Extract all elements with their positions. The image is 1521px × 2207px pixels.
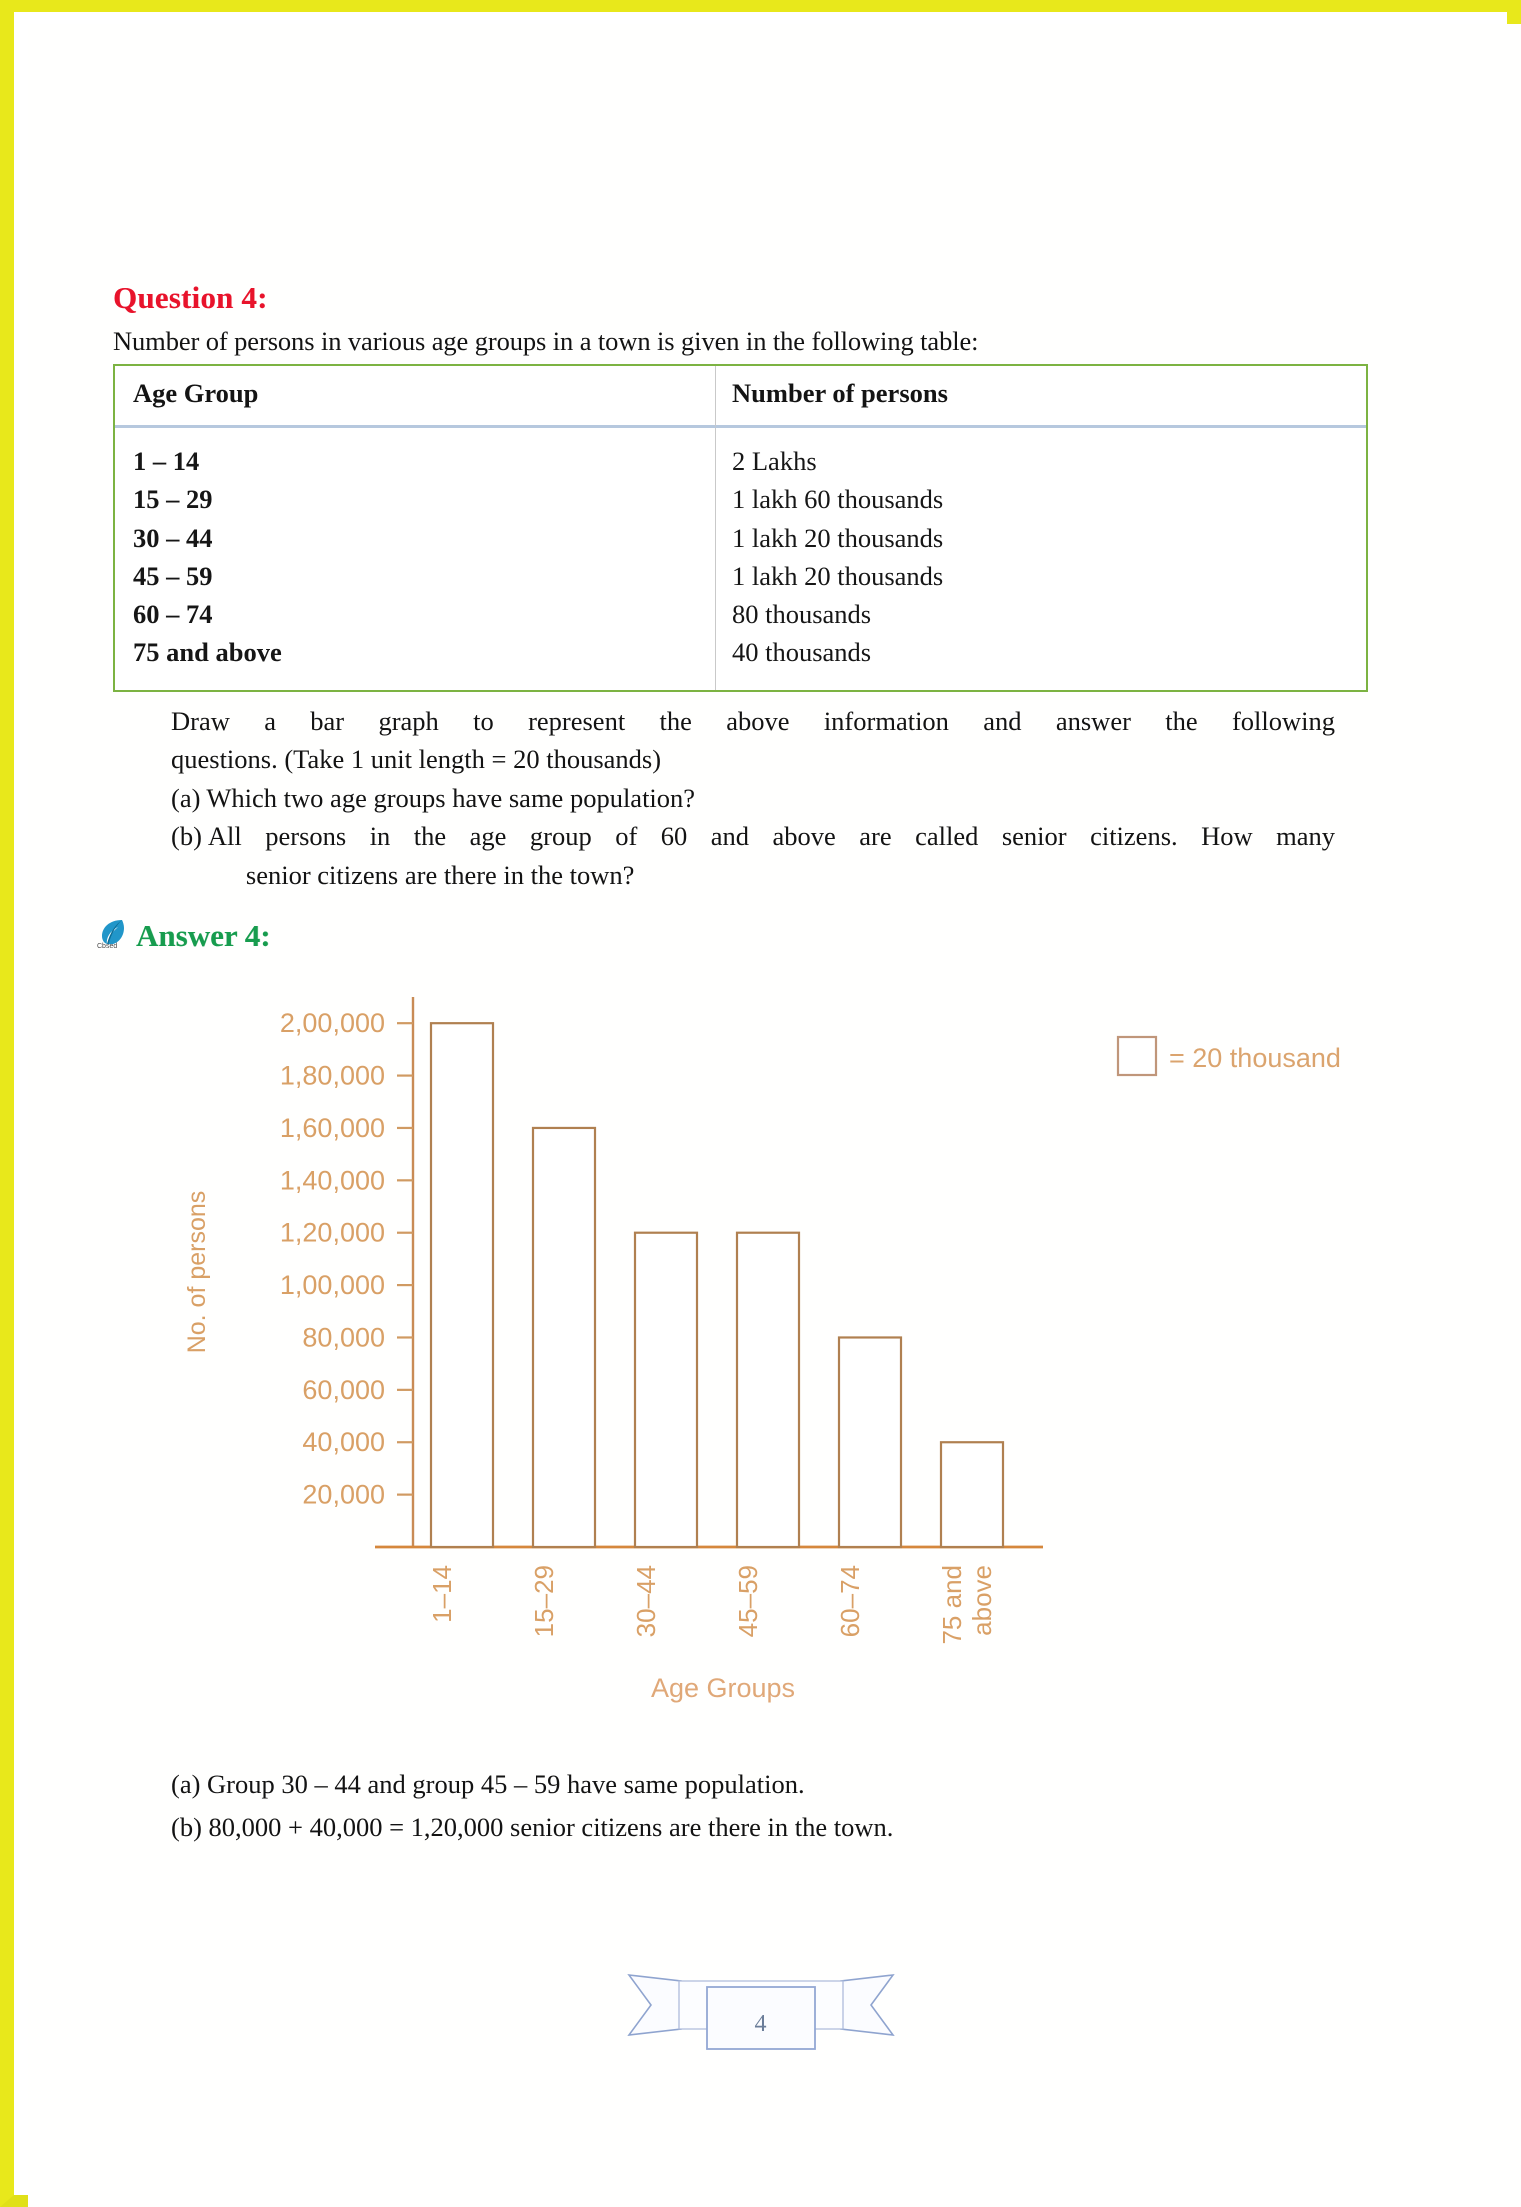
question-sub-b-text-continued: senior citizens are there in the town? [245, 859, 635, 890]
table-row-age-group: 75 and above [133, 637, 282, 668]
table-row-person-count: 2 Lakhs [732, 446, 817, 476]
table-header-cell-number-of-persons [715, 365, 1367, 428]
y-axis-ticks [397, 1023, 413, 1494]
x-axis-tick-label: 75 and [937, 1565, 967, 1645]
table-body-row [114, 428, 1367, 691]
table-row-person-count: 1 lakh 20 thousands [732, 522, 944, 553]
age-group-table [113, 364, 1368, 692]
question-heading: Question 4: [113, 280, 268, 315]
table-row-person-count: 40 thousands [732, 637, 872, 668]
table-header-label-number-of-persons: Number of persons [715, 366, 1366, 428]
question-sub-b [171, 817, 1335, 894]
table-row-person-count: 80 thousands [732, 599, 872, 630]
table-row-age-group: 45 – 59 [133, 560, 213, 591]
y-axis-tick-label: 80,000 [302, 1322, 385, 1353]
question-intro-text: Number of persons in various age groups in a town is given in the following table: [113, 326, 979, 356]
y-axis-tick-labels [280, 1008, 385, 1509]
table-header-row [114, 365, 1367, 428]
y-axis-tick-label: 2,00,000 [279, 1008, 385, 1039]
x-axis-tick-label: 60–74 [835, 1565, 865, 1638]
question-sub-a-marker: (a) [171, 782, 201, 813]
table-row-person-count: 1 lakh 60 thousands [732, 484, 944, 515]
y-axis-tick-label: 1,60,000 [279, 1113, 385, 1144]
question-sub-b-text: All persons in the age group of 60 and above are called senior citizens. How many [207, 821, 1335, 852]
bar-chart [113, 957, 1368, 1757]
legend-label: = 20 thousand [1169, 1043, 1341, 1074]
x-axis-tick-label: 30–44 [631, 1565, 661, 1638]
chart-bar [635, 1233, 697, 1547]
page-number-label: 4 [754, 2011, 767, 2037]
instruction-line-1: Draw a bar graph to represent the above information and answer the following [171, 705, 1335, 736]
table-row-age-group: 30 – 44 [133, 522, 213, 553]
y-axis-tick-label: 1,00,000 [279, 1270, 385, 1301]
y-axis-tick-label: 40,000 [302, 1427, 385, 1458]
instruction-line-2: questions. (Take 1 unit length = 20 thousands) [171, 744, 662, 775]
table-row-age-group: 60 – 74 [133, 599, 213, 630]
leaf-logo-icon [96, 916, 130, 950]
chart-bar [737, 1233, 799, 1547]
bar-chart-svg [113, 957, 1368, 1757]
chart-bar [431, 1023, 493, 1547]
question-sub-b-body [208, 817, 1335, 894]
x-axis-title: Age Groups [650, 1673, 796, 1704]
answer-line-a: (a) Group 30 – 44 and group 45 – 59 have same population. [171, 1769, 805, 1800]
table-cell-person-counts [715, 428, 1367, 691]
table-row-age-group: 15 – 29 [133, 484, 213, 515]
question-sub-b-marker: (b) [171, 821, 202, 852]
ribbon-graphic [621, 1955, 901, 2065]
age-group-list [115, 428, 715, 690]
table-row-person-count: 1 lakh 20 thousands [732, 560, 944, 591]
table-header-cell-age-group [114, 365, 715, 428]
table-row-age-group: 1 – 14 [133, 446, 200, 476]
y-axis-tick-label: 1,40,000 [279, 1165, 385, 1196]
x-axis-tick-label: 45–59 [733, 1565, 763, 1638]
answer-body [113, 1763, 1393, 1849]
document-content [97, 280, 1393, 1849]
chart-legend [1118, 1037, 1341, 1075]
y-axis-tick-label: 1,20,000 [279, 1217, 385, 1248]
table-header-label-age-group: Age Group [115, 366, 715, 428]
question-sub-a [171, 779, 1335, 818]
y-axis-tick-label: 60,000 [302, 1375, 385, 1406]
chart-bar [839, 1338, 901, 1548]
chart-bar [533, 1128, 595, 1547]
x-axis-tick-label: above [967, 1565, 997, 1637]
question-body [113, 702, 1335, 895]
legend-swatch-square [1118, 1037, 1156, 1075]
x-axis-tick-label: 1–14 [427, 1565, 457, 1624]
answer-heading: Answer 4: [136, 918, 271, 954]
table-cell-age-groups [114, 428, 715, 691]
page-number-ribbon [0, 1955, 1521, 2070]
y-axis-title: No. of persons [183, 1190, 211, 1354]
question-sub-a-text: Which two age groups have same population? [206, 782, 696, 813]
chart-bar [941, 1443, 1003, 1548]
answer-heading-row [96, 916, 1393, 953]
chart-bars [431, 1023, 1003, 1547]
y-axis-tick-label: 20,000 [302, 1479, 385, 1510]
svg-text:Cbsed: Cbsed [97, 943, 118, 951]
x-axis-tick-labels [427, 1565, 997, 1645]
answer-line-b: (b) 80,000 + 40,000 = 1,20,000 senior citizens are there in the town. [171, 1812, 894, 1843]
x-axis-tick-label: 15–29 [529, 1565, 559, 1638]
person-count-list [715, 428, 1366, 690]
y-axis-tick-label: 1,80,000 [279, 1060, 385, 1091]
